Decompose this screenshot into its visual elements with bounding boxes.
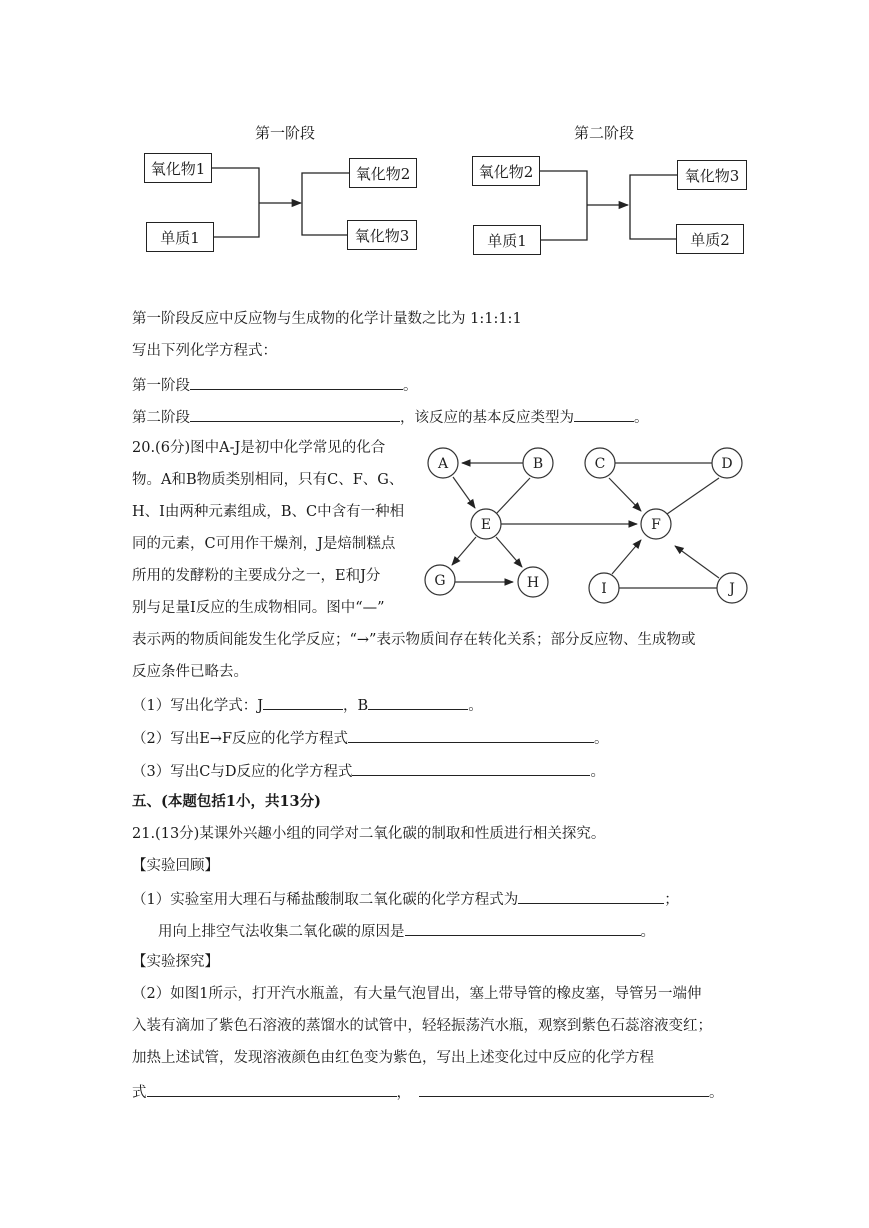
q20-b-formula-blank[interactable]	[368, 694, 468, 710]
stage1-product-bracket	[302, 173, 349, 235]
explore-equation-blank-1[interactable]	[147, 1081, 397, 1097]
edge-i-to-f	[612, 540, 641, 574]
review-q1b-reason-blank[interactable]	[405, 920, 641, 936]
explore-last-label: 式	[132, 1085, 147, 1101]
explore-title: 【实验探究】	[132, 954, 219, 970]
explore-line-2: 入装有滴加了紫色石溶液的蒸馏水的试管中，轻轻振荡汽水瓶，观察到紫色石蕊溶液变红；	[132, 1018, 712, 1034]
stage2-reactant-oxide2: 氧化物2	[472, 156, 540, 186]
edge-e-to-h	[496, 537, 522, 567]
stage1-product-oxide2: 氧化物2	[349, 158, 417, 188]
q20-sub3-end: 。	[590, 764, 605, 780]
stage2-product-bracket	[630, 175, 677, 239]
explore-equation-blank-2[interactable]	[419, 1081, 709, 1097]
q20-line-2: 物。A和B物质类别相同，只有C、F、G、	[132, 472, 404, 488]
q19-instruction: 写出下列化学方程式：	[132, 343, 277, 359]
review-q1	[132, 888, 679, 910]
stage1-title: 第一阶段	[255, 124, 316, 142]
stage1-reactant-element1: 单质1	[146, 222, 214, 252]
stage2-title: 第二阶段	[574, 124, 635, 142]
q20-sub1-end: 。	[468, 698, 483, 714]
node-label-h: H	[526, 575, 540, 591]
q19-stage1-line	[132, 374, 418, 396]
q19-stage2-line	[132, 406, 649, 428]
edge-d-f	[667, 478, 719, 514]
q20-line-5: 所用的发酵粉的主要成分之一，E和J分	[132, 568, 381, 584]
q19-stage2-end: 。	[634, 410, 649, 426]
node-label-e: E	[480, 517, 492, 533]
edge-a-to-e	[453, 477, 475, 508]
explore-line-4	[132, 1081, 724, 1103]
q20-sub3-label: （3）写出C与D反应的化学方程式	[132, 764, 353, 780]
review-q1-end: ；	[664, 892, 679, 908]
q20-sub3	[132, 760, 605, 782]
stage1-reactant-bracket	[212, 168, 259, 237]
q20-line-6: 别与足量I反应的生成物相同。图中“—”	[132, 600, 385, 616]
q20-sub1-label: （1）写出化学式：J	[132, 698, 264, 714]
q19-stage1-answer-blank[interactable]	[190, 374, 403, 390]
edge-c-to-f	[609, 478, 641, 511]
q20-sub1	[132, 694, 483, 716]
stage2-product-oxide3: 氧化物3	[677, 160, 747, 190]
node-label-b: B	[532, 456, 544, 472]
node-label-f: F	[651, 517, 661, 533]
explore-last-end: 。	[709, 1085, 724, 1101]
q20-sub2	[132, 727, 609, 749]
node-label-a: A	[437, 456, 449, 472]
q20-sub2-label: （2）写出E→F反应的化学方程式	[132, 731, 349, 747]
review-q1-equation-blank[interactable]	[518, 888, 664, 904]
q20-line-7: 表示两的物质间能发生化学反应；“→”表示物质间存在转化关系；部分反应物、生成物或	[132, 632, 696, 648]
node-label-i: I	[601, 581, 607, 597]
q20-e-to-f-equation-blank[interactable]	[348, 727, 594, 743]
edge-e-to-g	[452, 537, 476, 565]
q20-sub2-end: 。	[594, 731, 609, 747]
stage2-product-element2: 单质2	[676, 224, 744, 254]
review-q1b-end: 。	[640, 924, 655, 940]
node-label-j: J	[729, 581, 735, 597]
q20-sub1-mid: ，B	[343, 698, 369, 714]
explore-line-3: 加热上述试管，发现溶液颜色由红色变为紫色，写出上述变化过中反应的化学方程	[132, 1050, 654, 1066]
node-label-c: C	[594, 456, 606, 472]
q19-ratio-note: 第一阶段反应中反应物与生成物的化学计量数之比为 1:1:1:1	[132, 311, 522, 327]
q19-stage1-label: 第一阶段	[132, 378, 190, 394]
review-q1b-label: 用向上排空气法收集二氧化碳的原因是	[158, 924, 405, 940]
q19-stage2-mid: ，该反应的基本反应类型为	[400, 410, 574, 426]
q19-stage1-end: 。	[403, 378, 418, 394]
stage2-reactant-bracket	[540, 171, 587, 240]
q21-intro: 21.(13分)某课外兴趣小组的同学对二氧化碳的制取和性质进行相关探究。	[132, 826, 606, 842]
q20-j-formula-blank[interactable]	[263, 694, 343, 710]
q19-stage2-answer-blank[interactable]	[190, 406, 400, 422]
review-q1b	[158, 920, 655, 942]
q20-line-1: 20.(6分)图中A-J是初中化学常见的化合	[132, 440, 386, 456]
stage2-reactant-element1: 单质1	[473, 225, 541, 255]
explore-line-1: （2）如图1所示，打开汽水瓶盖，有大量气泡冒出，塞上带导管的橡皮塞，导管另一端伸	[132, 986, 702, 1002]
q20-line-4: 同的元素，C可用作干燥剂，J是焙制糕点	[132, 536, 396, 552]
stage1-product-oxide3: 氧化物3	[347, 220, 417, 250]
node-label-g: G	[434, 573, 446, 589]
edge-j-to-f	[675, 546, 719, 578]
edge-b-e	[496, 478, 530, 514]
q20-line-8: 反应条件已略去。	[132, 664, 248, 680]
review-title: 【实验回顾】	[132, 858, 219, 874]
stage1-reactant-oxide1: 氧化物1	[144, 153, 212, 183]
q20-c-d-equation-blank[interactable]	[352, 760, 590, 776]
node-label-d: D	[721, 456, 733, 472]
section5-heading: 五、(本题包括1小，共13分)	[132, 793, 321, 810]
q20-line-3: H、I由两种元素组成，B、C中含有一种相	[132, 504, 405, 520]
explore-last-mid: ，	[396, 1085, 411, 1101]
q19-reaction-type-blank[interactable]	[574, 406, 634, 422]
q19-stage2-label: 第二阶段	[132, 410, 190, 426]
review-q1-label: （1）实验室用大理石与稀盐酸制取二氧化碳的化学方程式为	[132, 892, 519, 908]
